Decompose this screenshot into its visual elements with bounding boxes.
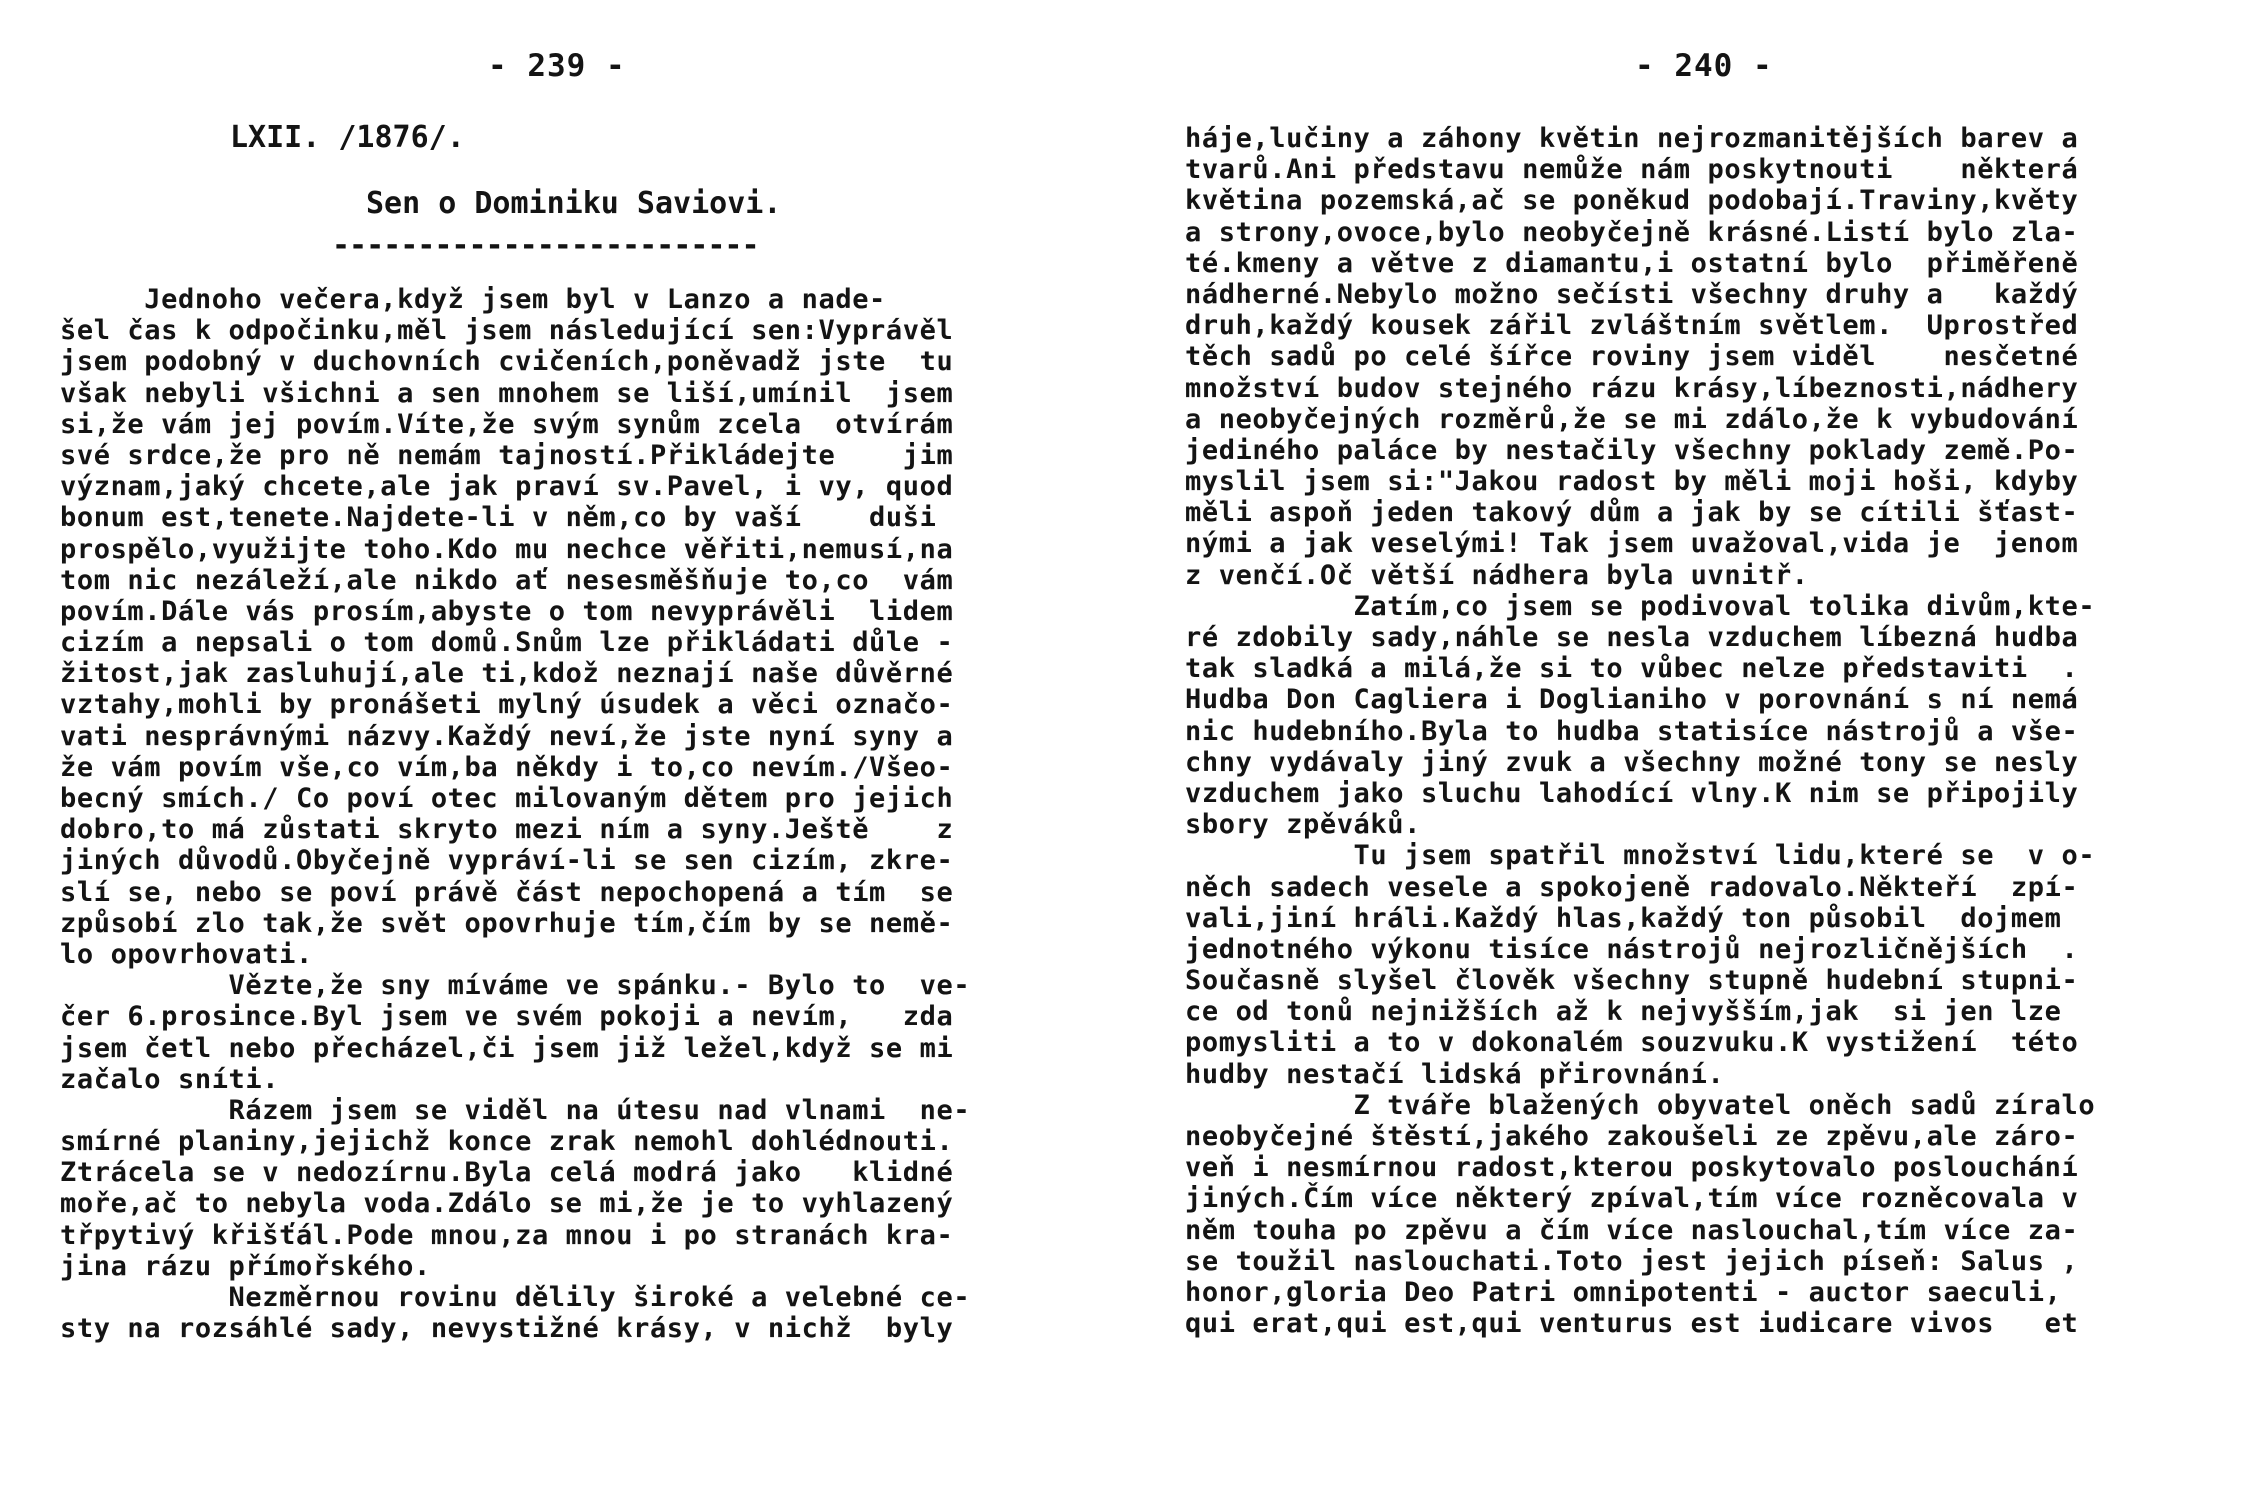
text-line: vzduchem jako sluchu lahodící vlny.K nim se připojily (1185, 777, 2079, 809)
right-page (1185, 0, 2225, 1500)
text-line: hudby nestačí lidská přirovnání. (1185, 1058, 1725, 1090)
text-line: Vězte,že sny míváme ve spánku.- Bylo to ve- (60, 970, 971, 1002)
page-number: - 239 - (488, 48, 626, 84)
text-line: tvarů.Ani představu nemůže nám poskytnouti některá (1185, 154, 2079, 186)
body-text (60, 284, 970, 1344)
text-line: Jednoho večera,když jsem byl v Lanzo a nade- (60, 284, 886, 315)
text-line: jsem četl nebo přecházel,či jsem již ležel,když se mi (60, 1032, 954, 1064)
text-line: tom nic nezáleží,ale nikdo ať nesesměšňuje to,co vám (60, 564, 954, 596)
text-line: tak sladká a milá,že si to vůbec nelze představiti . (1185, 653, 2079, 685)
text-line: vati nesprávnými názvy.Každý neví,že jste nyní syny a (60, 720, 954, 752)
text-line: Z tváře blažených obyvatel oněch sadů zíralo (1185, 1089, 2096, 1121)
text-line: Ztrácela se v nedozírnu.Byla celá modrá jako klidné (60, 1157, 954, 1189)
text-line: měli aspoň jeden takový dům a jak by se cítili šťast- (1185, 497, 2079, 529)
text-line: lo opovrhovati. (60, 938, 313, 970)
text-line: něm touha po zpěvu a čím více naslouchal,tím více za- (1185, 1214, 2079, 1246)
text-line: jednotného výkonu tisíce nástrojů nejrozličnějších . (1185, 933, 2079, 965)
text-line: jiných.Čím více některý zpíval,tím více rozněcovala v (1185, 1183, 2079, 1215)
text-line: sty na rozsáhlé sady, nevystižné krásy, v nichž byly (60, 1313, 954, 1345)
title-underline-rule: ------------------------- (332, 228, 759, 263)
text-line: ce od tonů nejnižších až k nejvyšším,jak si jen lze (1185, 996, 2062, 1028)
text-line: těch sadů po celé šířce roviny jsem viděl nesčetné (1185, 341, 2079, 373)
text-line: Zatím,co jsem se podivoval tolika divům,kte- (1185, 590, 2096, 622)
text-line: Současně slyšel člověk všechny stupně hudební stupni- (1185, 965, 2079, 997)
text-line: sbory zpěváků. (1185, 809, 1421, 841)
section-title: Sen o Dominiku Saviovi. (366, 186, 782, 221)
text-line: způsobí zlo tak,že svět opovrhuje tím,čím by se nemě- (60, 907, 954, 939)
text-line: své srdce,že pro ně nemám tajností.Přikládejte jim (60, 439, 954, 471)
left-page (60, 0, 1090, 1500)
text-line: jsem podobný v duchovních cvičeních,poněvadž jste tu (60, 346, 954, 378)
text-line: ré zdobily sady,náhle se nesla vzduchem líbezná hudba (1185, 622, 2079, 653)
text-line: nic hudebního.Byla to hudba statisíce nástrojů a vše- (1185, 715, 2079, 747)
text-line: dobro,to má zůstati skryto mezi ním a syny.Ještě z (60, 814, 954, 846)
text-line: pomysliti a to v dokonalém souzvuku.K vystižení této (1185, 1027, 2079, 1059)
text-line: a neobyčejných rozměrů,že se mi zdálo,že k vybudování (1185, 403, 2079, 435)
text-line: se toužil naslouchati.Toto jest jejich píseň: Salus , (1185, 1245, 2079, 1277)
text-line: z venčí.Oč větší nádhera byla uvnitř. (1185, 559, 1809, 591)
text-line: háje,lučiny a záhony květin nejrozmanitějších barev a (1185, 123, 2079, 154)
text-line: neobyčejné štěstí,jakého zakoušeli ze zpěvu,ale záro- (1185, 1121, 2079, 1152)
text-line: Tu jsem spatřil množství lidu,které se v o- (1185, 840, 2096, 872)
text-line: becný smích./ Co poví otec milovaným dětem pro jejich (60, 783, 954, 814)
text-line: prospělo,využijte toho.Kdo mu nechce věřiti,nemusí,na (60, 533, 954, 565)
text-line: třpytivý křišťál.Pode mnou,za mnou i po stranách kra- (60, 1219, 954, 1251)
text-line: Rázem jsem se viděl na útesu nad vlnami ne- (60, 1094, 971, 1126)
text-line: myslil jsem si:"Jakou radost by měli moji hoši, kdyby (1185, 466, 2079, 498)
text-line: smírné planiny,jejichž konce zrak nemohl dohlédnouti. (60, 1126, 954, 1158)
text-line: však nebyli všichni a sen mnohem se liší,umínil jsem (60, 377, 954, 409)
text-line: vztahy,mohli by pronášeti mylný úsudek a věci označo- (60, 689, 954, 721)
text-line: čer 6.prosince.Byl jsem ve svém pokoji a nevím, zda (60, 1001, 954, 1033)
text-line: jediného paláce by nestačily všechny poklady země.Po- (1185, 434, 2079, 466)
text-line: bonum est,tenete.Najdete-li v něm,co by vaší duši (60, 502, 937, 534)
text-line: chny vydávaly jiný zvuk a všechny možné tony se nesly (1185, 746, 2079, 778)
text-line: nádherné.Nebylo možno sečísti všechny druhy a každý (1185, 278, 2079, 310)
text-line: množství budov stejného rázu krásy,líbeznosti,nádhery (1185, 372, 2079, 404)
text-line: vali,jiní hráli.Každý hlas,každý ton působil dojmem (1185, 902, 2062, 934)
text-line: květina pozemská,ač se poněkud podobají.Traviny,květy (1185, 185, 2079, 217)
text-line: honor,gloria Deo Patri omnipotenti - auctor saeculi, (1185, 1276, 2062, 1308)
text-line: něch sadech vesele a spokojeně radovalo.Někteří zpí- (1185, 871, 2079, 903)
text-line: jina rázu přímořského. (60, 1250, 431, 1282)
body-text (1185, 123, 2095, 1339)
text-line: začalo sníti. (60, 1063, 280, 1095)
text-line: Hudba Don Cagliera i Doglianiho v porovnání s ní nemá (1185, 684, 2079, 716)
text-line: druh,každý kousek zářil zvláštním světlem. Uprostřed (1185, 310, 2079, 342)
text-line: šel čas k odpočinku,měl jsem následující sen:Vyprávěl (60, 315, 954, 347)
text-line: slí se, nebo se poví právě část nepochopená a tím se (60, 876, 954, 908)
text-line: qui erat,qui est,qui venturus est iudicare vivos et (1185, 1308, 2079, 1340)
text-line: moře,ač to nebyla voda.Zdálo se mi,že je to vyhlazený (60, 1188, 954, 1220)
text-line: si,že vám jej povím.Víte,že svým synům zcela otvírám (60, 408, 954, 440)
text-line: význam,jaký chcete,ale jak praví sv.Pavel, i vy, quod (60, 471, 954, 503)
text-line: že vám povím vše,co vím,ba někdy i to,co nevím./Všeo- (60, 751, 954, 783)
chapter-heading: LXII. /1876/. (230, 120, 465, 155)
text-line: jiných důvodů.Obyčejně vypráví-li se sen cizím, zkre- (60, 845, 954, 877)
text-line: Nezměrnou rovinu dělily široké a velebné ce- (60, 1282, 971, 1313)
text-line: nými a jak veselými! Tak jsem uvažoval,vida je jenom (1185, 528, 2079, 560)
text-line: té.kmeny a větve z diamantu,i ostatní bylo přiměřeně (1185, 247, 2079, 279)
text-line: a strony,ovoce,bylo neobyčejně krásné.Listí bylo zla- (1185, 216, 2079, 248)
text-line: povím.Dále vás prosím,abyste o tom nevyprávěli lidem (60, 595, 954, 627)
text-line: žitost,jak zasluhují,ale ti,kdož neznají naše důvěrné (60, 658, 954, 690)
page-number: - 240 - (1635, 48, 1773, 84)
text-line: cizím a nepsali o tom domů.Snům lze přikládati důle - (60, 627, 954, 659)
text-line: veň i nesmírnou radost,kterou poskytovalo poslouchání (1185, 1152, 2079, 1184)
